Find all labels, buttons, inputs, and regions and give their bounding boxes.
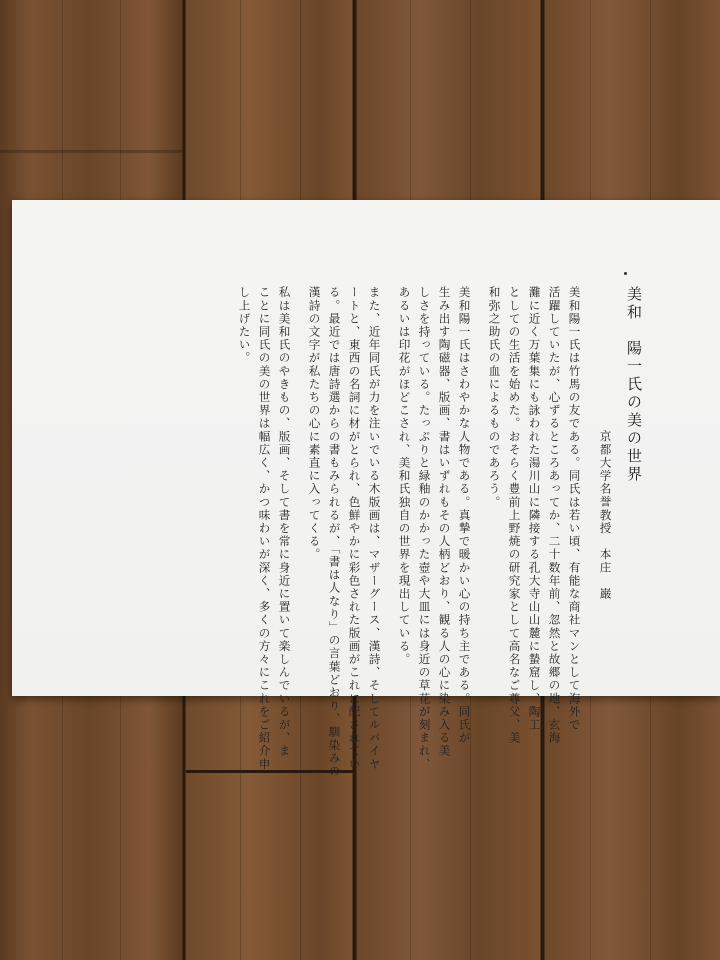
text-line: ことに同氏の美の世界は幅広く、かつ味わいが深く、多くの方々にこれをご紹介申 <box>257 286 272 771</box>
text-line: し上げたい。 <box>237 286 252 365</box>
text-line: る。最近では唐詩選からの書もみられるが、「書は人なり」の言葉どおり、馴染みの <box>327 286 342 778</box>
author-affiliation: 京都大学名誉教授 <box>598 430 613 535</box>
text-line: 漢詩の文字が私たちの心に素直に入ってくる。 <box>307 286 322 562</box>
paper-sheet <box>12 200 720 778</box>
text-line: あるいは印花がほどこされ、美和氏独自の世界を現出している。 <box>397 286 412 666</box>
text-line: ートと、東西の名詞に材がとられ、色鮮やかに彩色された版画がこれに配されてい <box>347 286 362 771</box>
floor-seam <box>0 150 183 153</box>
text-line: 灘に近く万葉集にも詠われた湯川山に隣接する孔大寺山山麓に蟄窟し、陶工 <box>527 286 542 732</box>
text-line: 和弥之助氏の血によるものであろう。 <box>487 286 502 509</box>
text-line: また、近年同氏が力を注いでいる木版画は、マザーグース、漢詩、そしてルバイヤ <box>367 286 382 771</box>
text-line: 美和陽一氏はさわやかな人物である。真摯で暖かい心の持ち主である。同氏が <box>457 286 472 745</box>
text-line: 美和陽一氏は竹馬の友である。同氏は若い頃、有能な商社マンとして海外で <box>567 286 582 732</box>
text-line: 活躍していたが、心ずるところあってか、二十数年前、忽然と故郷の地、玄海 <box>547 286 562 745</box>
document-title: 美和 陽一氏の美の世界 <box>625 286 643 484</box>
text-line: 私は美和氏のやきもの、版画、そして書を常に身近に置いて楽しんでいるが、ま <box>277 286 292 758</box>
punch-mark <box>624 272 627 275</box>
text-line: しさを持っている。たっぷりと緑釉のかかった壺や大皿には身近の草花が刻まれ、 <box>417 286 432 771</box>
text-line: としての生活を始めた。おそらく豊前上野焼の研究家として高名なご尊父、美 <box>507 286 522 745</box>
text-line: 生み出す陶磁器、版画、書はいずれもその人柄どおり、観る人の心に染み入る美 <box>437 286 452 758</box>
author-name: 本庄 巌 <box>598 548 613 601</box>
